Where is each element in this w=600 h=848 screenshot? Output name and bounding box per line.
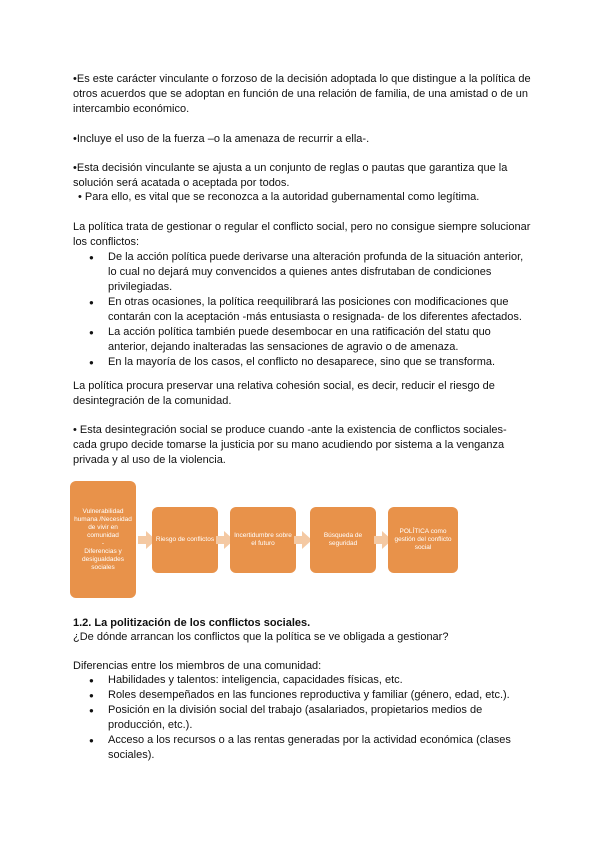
community-differences-list	[73, 673, 533, 763]
diagram-box-security	[310, 507, 376, 573]
diagram-box-text: Búsqueda de seguridad	[323, 532, 363, 547]
paragraph-social-disintegration: • Esta desintegración social se produce cuando -ante la existencia de conflictos sociales- cada grupo decide tomarse la justicia por su mano acudiendo por sistema a la venganza privada y al uso de la violencia.	[73, 424, 507, 466]
paragraph-conflict-management: La política trata de gestionar o regular el conflicto social, pero no consigue siempre solucionar los conflictos:	[73, 221, 531, 248]
list-item: ● En la mayoría de los casos, el conflicto no desaparece, sino que se transforma.	[73, 355, 533, 370]
diagram-box-text: Vulnerabilidad humana /Necesidad de vivir en comunidad	[74, 507, 132, 539]
list-item: ● De la acción política puede derivarse una alteración profunda de la situación anterior, lo cual no dejará muy convencidos a quienes antes disfrutaban de condiciones privilegiadas.	[73, 250, 533, 295]
paragraph-social-cohesion: La política procura preservar una relativa cohesión social, es decir, reducir el riesgo de desintegración de la comunidad.	[73, 380, 495, 407]
diagram-box-politics	[388, 507, 458, 573]
section-heading: 1.2. La politización de los conflictos sociales.	[73, 617, 311, 629]
diagram-box-text: Diferencias y desigualdades sociales	[82, 547, 124, 571]
diagram-box-text: Incertidumbre sobre el futuro	[234, 532, 292, 547]
list-item: ● Habilidades y talentos: inteligencia, capacidades físicas, etc.	[73, 673, 533, 688]
diagram-box-text: Riesgo de conflictos	[155, 536, 215, 543]
paragraph-binding-decision: •Es este carácter vinculante o forzoso de la decisión adoptada lo que distingue a la política de otros acuerdos que se adoptan en función de una relación de familia, de una amistad o de un intercambio económico.	[73, 73, 531, 115]
list-item: ● Acceso a los recursos o a las rentas generadas por la actividad económica (clases sociales).	[73, 733, 533, 763]
paragraph-rules: •Esta decisión vinculante se ajusta a un conjunto de reglas o pautas que garantiza que la solución será acatada o aceptada por todos.	[73, 162, 508, 189]
paragraph-legitimate-authority: • Para ello, es vital que se reconozca a la autoridad gubernamental como legítima.	[78, 191, 480, 203]
list-item: ● La acción política también puede desembocar en una ratificación del statu quo anterior, dejando inalteradas las sensaciones de agravio o de amenaza.	[73, 325, 533, 355]
section-question: ¿De dónde arrancan los conflictos que la política se ve obligada a gestionar?	[73, 631, 449, 643]
list-item: ● Posición en la división social del trabajo (asalariados, propietarios medios de producción, etc.).	[73, 703, 533, 733]
section-intro: Diferencias entre los miembros de una comunidad:	[73, 660, 322, 672]
diagram-box-text: POLÍTICA como gestión del conflicto social	[394, 528, 452, 551]
diagram-box-vulnerability	[70, 481, 136, 598]
list-item: ● En otras ocasiones, la política reequilibrará las posiciones con modificaciones que contarán con la aceptación -más entusiasta o resignada- de los diferentes afectados.	[73, 295, 533, 325]
diagram-box-risk	[152, 507, 218, 573]
diagram-box-text: -	[101, 539, 105, 547]
list-item: ● Roles desempeñados en las funciones reproductiva y familiar (género, edad, etc.).	[73, 688, 533, 703]
process-diagram	[70, 481, 530, 601]
conflict-outcomes-list	[73, 250, 533, 370]
diagram-box-uncertainty	[230, 507, 296, 573]
paragraph-use-of-force: •Incluye el uso de la fuerza –o la amenaza de recurrir a ella-.	[73, 133, 370, 145]
